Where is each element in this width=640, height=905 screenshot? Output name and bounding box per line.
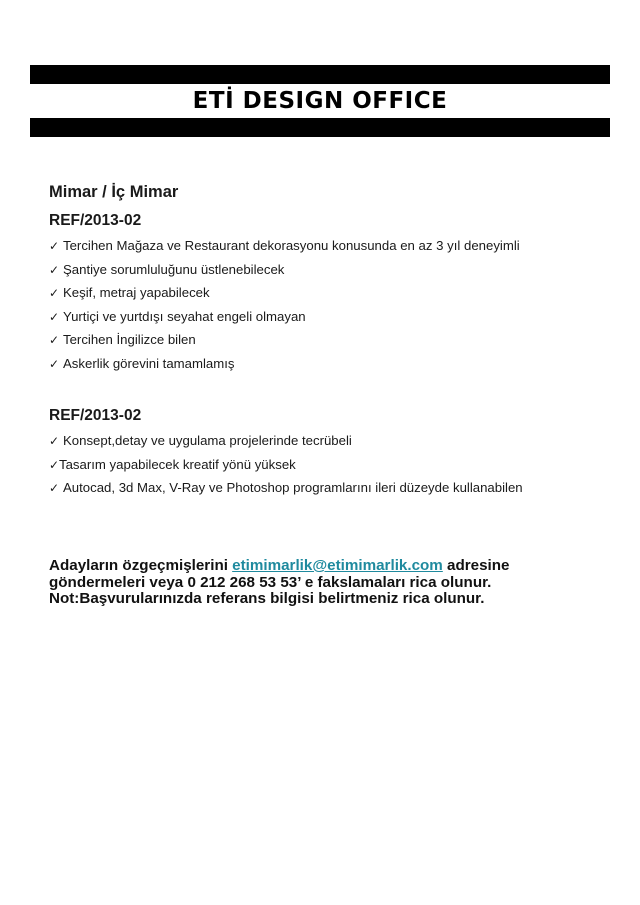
banner-top-bar xyxy=(30,65,610,84)
contact-prefix-text: Adayların özgeçmişlerini xyxy=(49,557,233,574)
list-item xyxy=(49,479,523,503)
requirement-text: Tercihen İngilizce bilen xyxy=(63,332,196,347)
requirement-text: Keşif, metraj yapabilecek xyxy=(63,285,210,300)
reference-code-1: REF/2013-02 xyxy=(49,212,142,229)
header-banner xyxy=(30,65,610,137)
list-item xyxy=(49,261,520,285)
check-icon: ✓ xyxy=(49,333,60,347)
requirements-list-2 xyxy=(49,432,523,503)
requirement-text: Autocad, 3d Max, V-Ray ve Photoshop programlarını ileri düzeyde kullanabilen xyxy=(63,480,523,495)
contact-suffix-text: adresine xyxy=(442,557,510,574)
list-item xyxy=(49,432,523,456)
note-line: Not:Başvurularınızda referans bilgisi belirtmeniz rica olunur. xyxy=(49,590,485,607)
reference-code-2: REF/2013-02 xyxy=(49,407,142,424)
check-icon: ✓ xyxy=(49,262,60,277)
contact-line-2: göndermeleri veya 0 212 268 53 53’ e fakslamaları rica olunur. xyxy=(49,573,492,591)
requirement-text: Askerlik görevini tamamlamış xyxy=(63,355,235,371)
list-item xyxy=(49,456,523,480)
requirement-text: Tercihen Mağaza ve Restaurant dekorasyonu konusunda en az 3 yıl deneyimli xyxy=(63,238,520,253)
application-instructions xyxy=(49,558,629,608)
check-icon: ✓ xyxy=(49,286,60,300)
requirement-text: Tasarım yapabilecek kreatif yönü yüksek xyxy=(59,456,296,472)
check-icon: ✓ xyxy=(49,457,60,472)
requirement-text: Konsept,detay ve uygulama projelerinde tecrübeli xyxy=(63,433,352,448)
list-item xyxy=(49,331,520,355)
banner-bottom-bar xyxy=(30,118,610,137)
check-icon: ✓ xyxy=(49,239,60,253)
contact-line-1 xyxy=(49,558,629,575)
check-icon: ✓ xyxy=(49,356,60,371)
requirement-text: Yurtiçi ve yurtdışı seyahat engeli olmayan xyxy=(63,308,306,324)
list-item xyxy=(49,308,520,332)
company-title: ETİ DESIGN OFFICE xyxy=(192,88,448,114)
list-item xyxy=(49,355,520,379)
check-icon: ✓ xyxy=(49,434,60,448)
job-position-title: Mimar / İç Mimar xyxy=(49,183,179,201)
email-link[interactable]: etimimarlik@etimimarlik.com xyxy=(232,557,443,574)
requirement-text: Şantiye sorumluluğunu üstlenebilecek xyxy=(63,261,285,277)
check-icon: ✓ xyxy=(49,309,60,324)
check-icon: ✓ xyxy=(49,481,60,495)
list-item xyxy=(49,237,520,261)
list-item xyxy=(49,284,520,308)
requirements-list-1 xyxy=(49,237,520,378)
